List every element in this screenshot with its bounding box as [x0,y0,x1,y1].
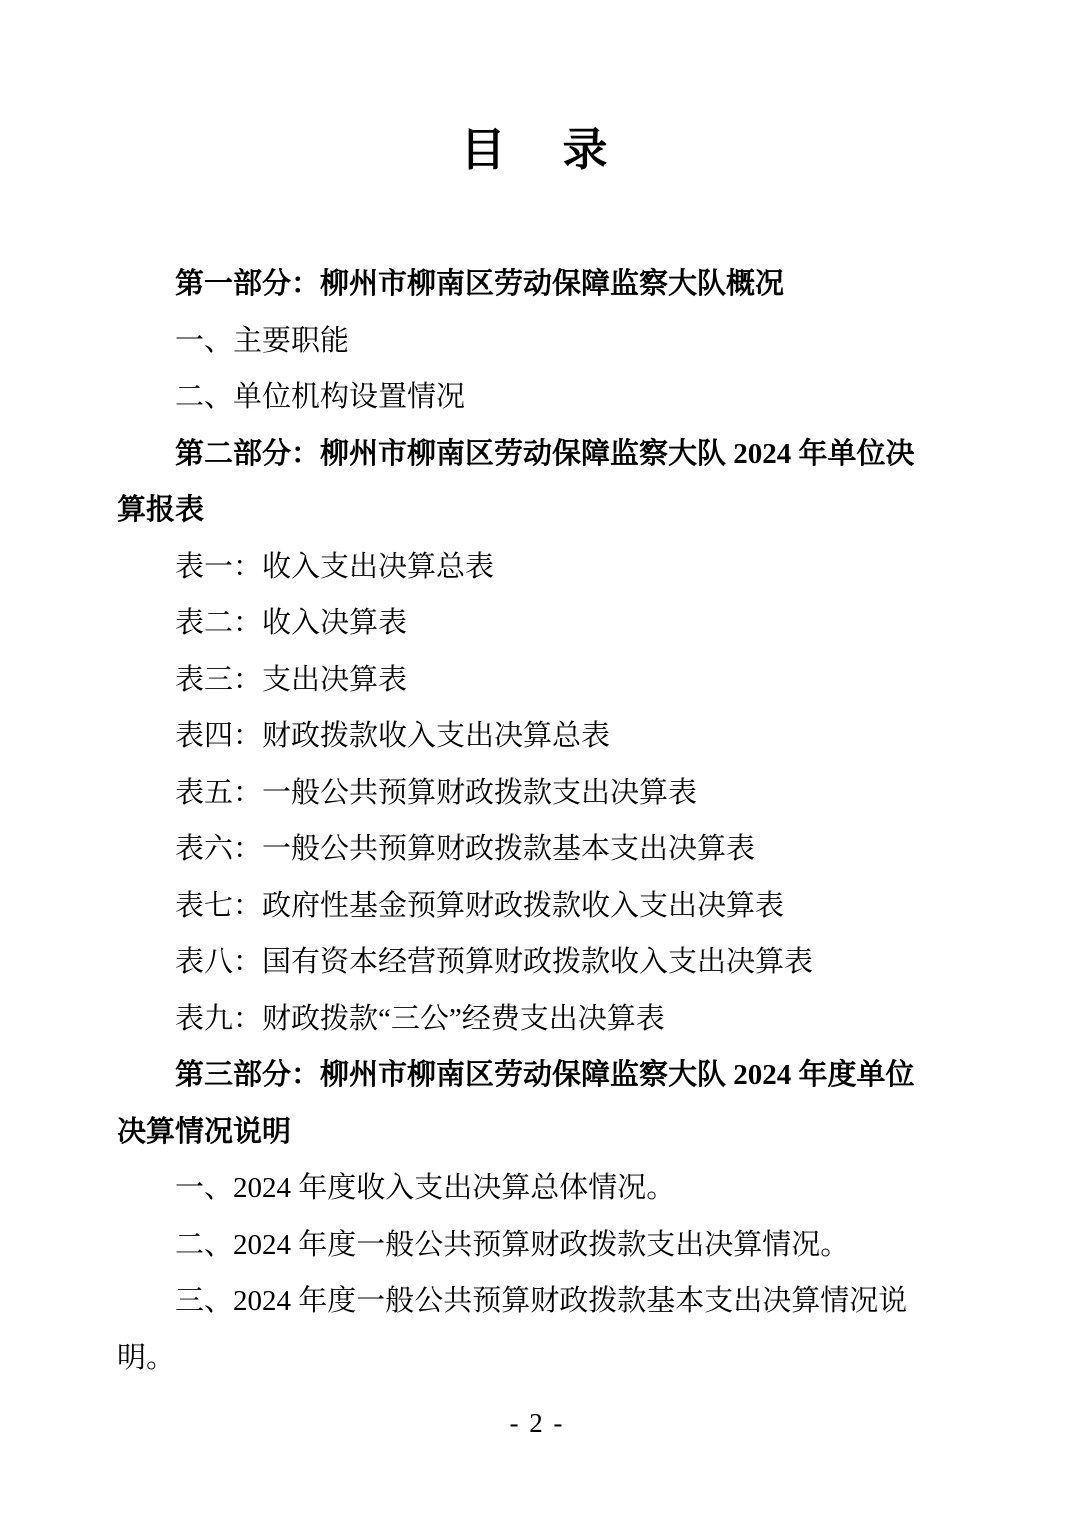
table-entry-3: 表三：支出决算表 [175,663,408,696]
part-3-item-1: 一、2024 年度收入支出决算总体情况。 [175,1172,676,1204]
part-3-item-3-line-2: 明。 [117,1341,176,1374]
part-2-heading-line-2: 算报表 [117,494,205,526]
part-3-item-2: 二、2024 年度一般公共预算财政拨款支出决算情况。 [175,1228,850,1261]
part-3-heading-line-1: 第三部分：柳州市柳南区劳动保障监察大队 2024 年度单位 [175,1059,915,1091]
part-2-heading-line-1: 第二部分：柳州市柳南区劳动保障监察大队 2024 年单位决 [175,437,915,470]
document-title: 目 录 [460,125,614,175]
part-3-heading-line-2: 决算情况说明 [117,1115,292,1148]
table-entry-2: 表二：收入决算表 [175,607,408,639]
table-entry-7: 表七：政府性基金预算财政拨款收入支出决算表 [175,889,785,922]
table-entry-5: 表五：一般公共预算财政拨款支出决算表 [175,776,698,809]
part-1-heading: 第一部分：柳州市柳南区劳动保障监察大队概况 [175,268,785,300]
table-of-contents [117,256,957,1386]
table-entry-9: 表九：财政拨款“三公”经费支出决算表 [175,1002,665,1035]
part-3-item-3-line-1: 三、2024 年度一般公共预算财政拨款基本支出决算情况说 [175,1285,908,1317]
part-1-item-1: 一、主要职能 [175,324,350,357]
table-entry-6: 表六：一般公共预算财政拨款基本支出决算表 [175,833,756,865]
part-1-item-2: 二、单位机构设置情况 [175,381,466,413]
table-entry-8: 表八：国有资本经营预算财政拨款收入支出决算表 [175,946,814,978]
table-entry-4: 表四：财政拨款收入支出决算总表 [175,720,611,752]
page-number: - 2 - [509,1408,565,1438]
table-entry-1: 表一：收入支出决算总表 [175,550,495,583]
